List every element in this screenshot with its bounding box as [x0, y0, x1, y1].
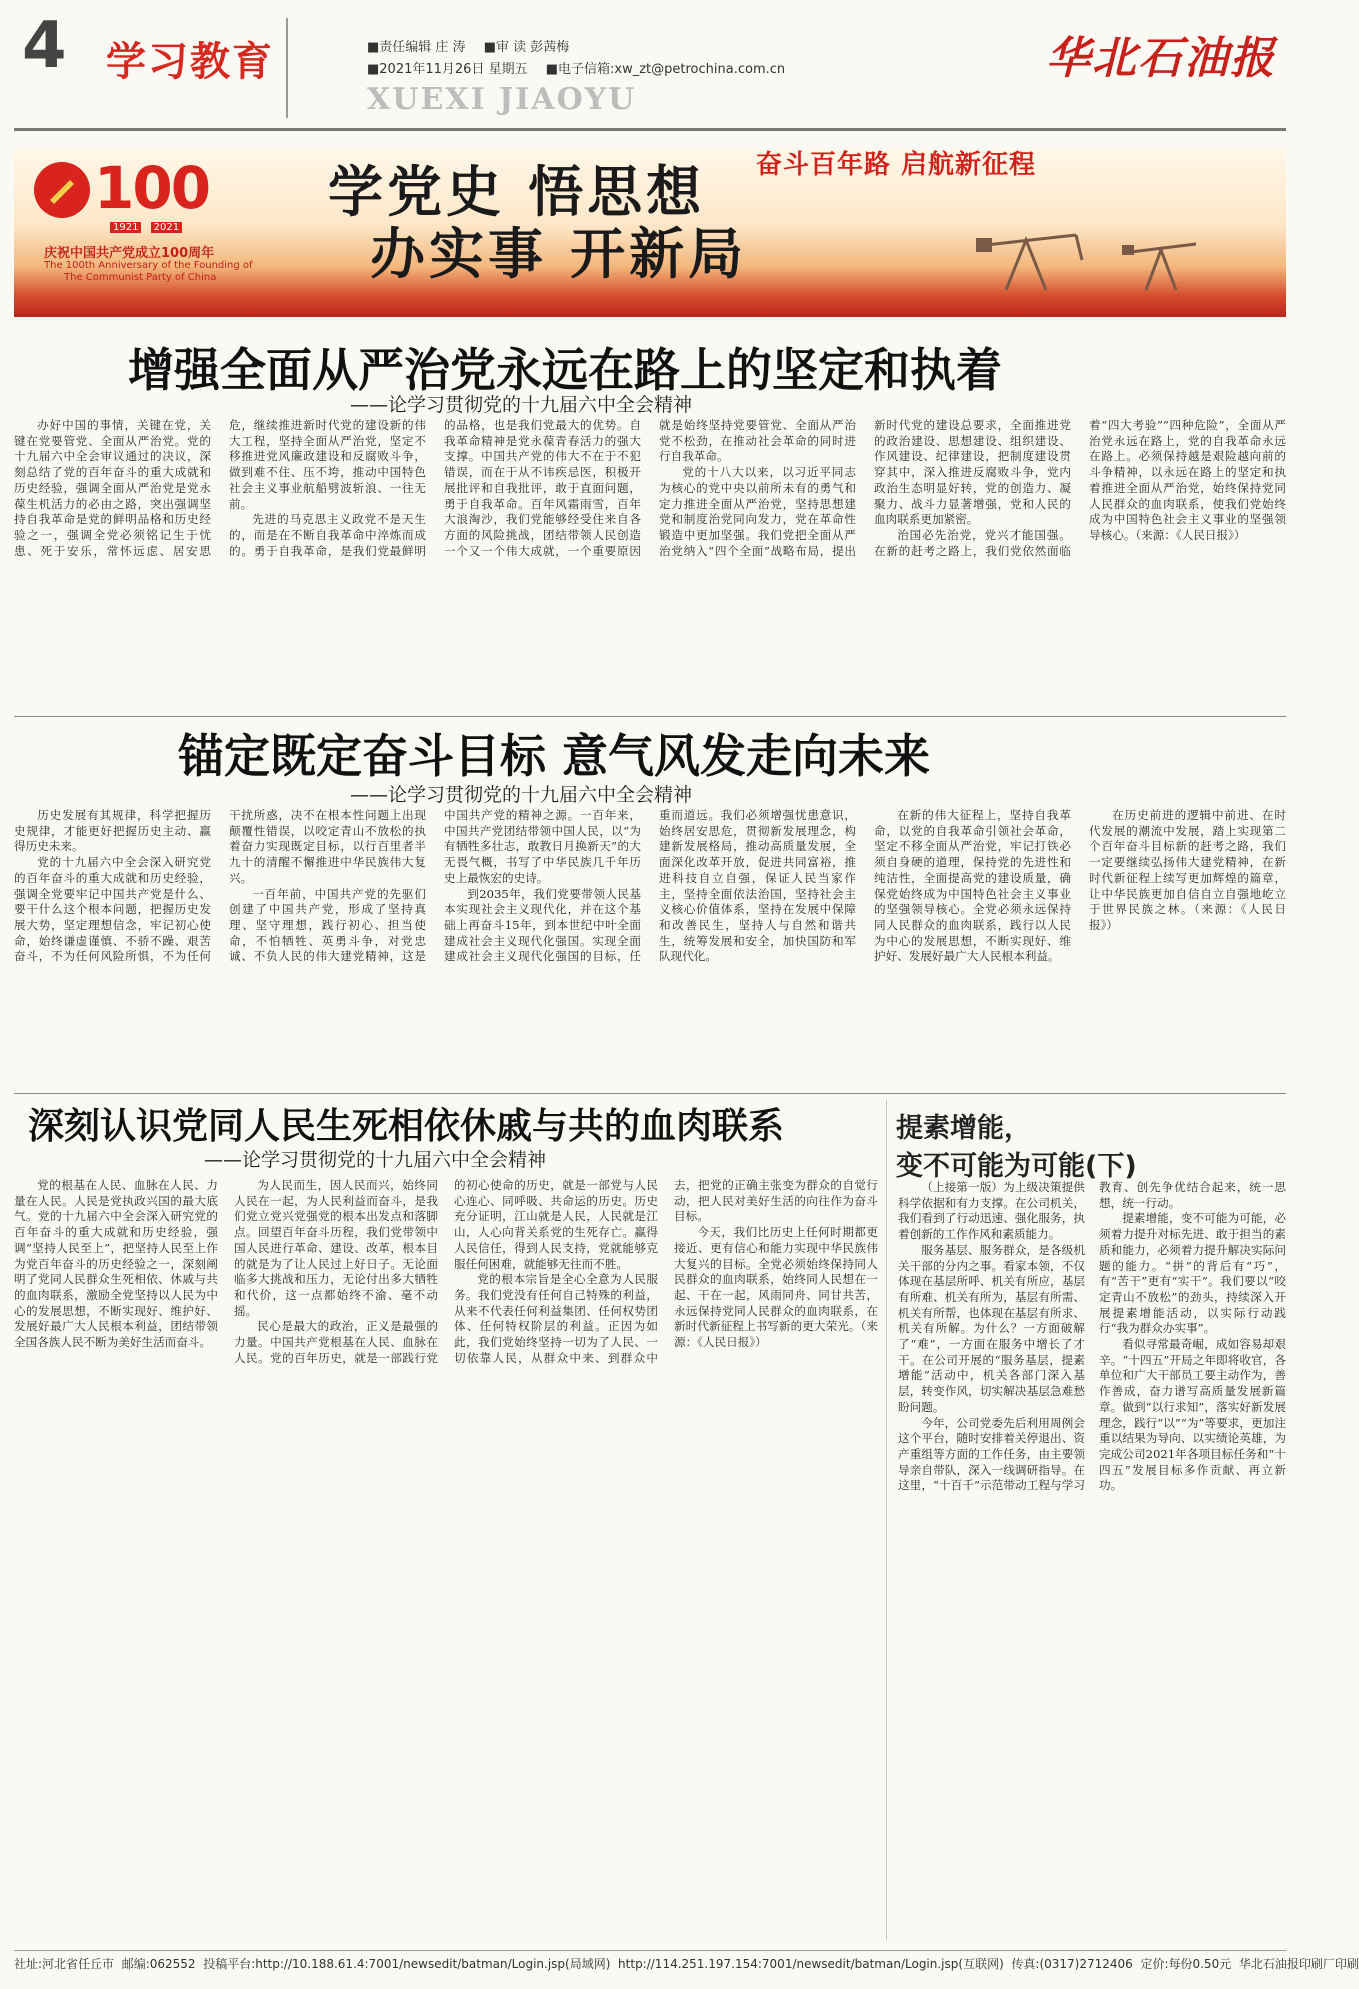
section-divider	[14, 1093, 1286, 1094]
article-paragraph: 提素增能，变不可能为可能，必须着力提升对标先进、敢于担当的素质和能力，必须着力提升解决实际问题的能力。“拼”的背后有“巧”，有“苦干”更有“实干”。我们要以“咬定青山不放松”的劲头，持续深入开展提素增能活动，以实际行动践行“我为群众办实事”。	[1099, 1211, 1286, 1336]
article-body	[14, 418, 1286, 714]
section-pinyin: XUEXI JIAOYU	[367, 82, 637, 117]
banner-hundred: 100	[94, 154, 210, 222]
article-paragraph: 到2035年，我们党要带领人民基本实现社会主义现代化，并在这个基础上再奋斗15年，到本世纪中叶全面建成社会主义现代化强国。实现全面建成社会主义现代化强国的目标，任重而道远。我们必须增强忧患意识，始终居安思危，贯彻新发展理念，构建新发展格局，推动高质量发展，全面深化改革开放，促进共同富裕，推进科技自立自强，保证人民当家作主，坚持全面依法治国，坚持社会主义核心价值体系，坚持在发展中保障和改善民生，坚持人与自然和谐共生，统筹发展和安全，加快国防和军队现代化。	[444, 808, 856, 964]
banner-years	[110, 222, 188, 233]
article-subtitle: ——论学习贯彻党的十九届六中全会精神	[350, 394, 693, 416]
article-paragraph: 治国必先治党，党兴才能国强。在新的赶考之路上，我们党依然面临着“四大考验”“四种危险”，全面从严治党永远在路上，党的自我革命永远在路上。必须保持越是艰险越向前的斗争精神，以永远在路上的坚定和执着推进全面从严治党，始终保持党同人民群众的血肉联系，使我们党始终成为中国特色社会主义事业的坚强领导核心。（来源：《人民日报》）	[874, 418, 1286, 558]
banner-anniversary-en: The Communist Party of China	[64, 272, 217, 283]
banner-year-end: 2021	[151, 222, 182, 233]
banner-headline-line2: 办实事 开新局	[370, 222, 748, 286]
article-paragraph: 为人民而生，因人民而兴，始终同人民在一起，为人民利益而奋斗，是我们党立党兴党强党的根本出发点和落脚点。回望百年奋斗历程，我们党带领中国人民进行革命、建设、改革，根本目的就是为了让人民过上好日子。无论面临多大挑战和压力，无论付出多大牺牲和代价，这一点都始终不渝、毫不动摇。	[234, 1178, 438, 1318]
article-paragraph: 一百年前，中国共产党的先驱们创建了中国共产党，形成了坚持真理、坚守理想，践行初心、担当使命，不怕牺牲、英勇斗争，对党忠诚、不负人民的伟大建党精神，这是中国共产党的精神之源。一百年来，中国共产党团结带领中国人民，以“为有牺牲多壮志，敢教日月换新天”的大无畏气概，书写了中华民族几千年历史上最恢宏的史诗。	[229, 808, 641, 964]
article-paragraph: 党的十八大以来，以习近平同志为核心的党中央以前所未有的勇气和定力推进全面从严治党，坚持思想建党和制度治党同向发力，党在革命性锻造中更加坚强。我们党把全面从严治党纳入“四个全面”战略布局，提出新时代党的建设总要求，全面推进党的政治建设、思想建设、组织建设、作风建设、纪律建设，把制度建设贯穿其中，深入推进反腐败斗争，党内政治生态明显好转，党的创造力、凝聚力、战斗力显著增强，党和人民的血肉联系更加紧密。	[659, 418, 1071, 558]
side-article-body	[898, 1180, 1286, 1938]
article-paragraph: 民心是最大的政治，正义是最强的力量。中国共产党根基在人民、血脉在人民。党的百年历史，就是一部践行党的初心使命的历史，就是一部党与人民心连心、同呼吸、共命运的历史。历史充分证明，江山就是人民，人民就是江山，人心向背关系党的生死存亡。赢得人民信任，得到人民支持，党就能够克服任何困难，就能够无往而不胜。	[234, 1178, 658, 1365]
feature-banner	[14, 150, 1286, 317]
email-label: ■电子信箱:xw_zt@petrochina.com.cn	[545, 62, 786, 77]
article-paragraph: 党的十九届六中全会深入研究党的百年奋斗的重大成就和历史经验，强调全党要牢记中国共产党是什么、要干什么这个根本问题，把握历史发展大势，坚定理想信念，牢记初心使命，始终谦虚谨慎、不骄不躁、艰苦奋斗，不为任何风险所惧，不为任何干扰所惑，决不在根本性问题上出现颠覆性错误，以咬定青山不放松的执着奋力实现既定目标，以行百里者半九十的清醒不懈推进中华民族伟大复兴。	[14, 808, 426, 964]
article-paragraph: 先进的马克思主义政党不是天生的，而是在不断自我革命中淬炼而成的。勇于自我革命，是我们党最鲜明的品格，也是我们党最大的优势。自我革命精神是党永葆青春活力的强大支撑。中国共产党的伟大不在于不犯错误，而在于从不讳疾忌医，积极开展批评和自我批评，敢于直面问题，勇于自我革命。百年风霜雨雪，百年大浪淘沙，我们党能够经受住来自各方面的风险挑战，团结带领人民创造一个又一个伟大成就，一个重要原因就是始终坚持党要管党、全面从严治党不松劲，在推动社会革命的同时进行自我革命。	[229, 418, 856, 558]
article-paragraph: （上接第一版）为上级决策提供科学依据和有力支撑。在公司机关，我们看到了行动迅速、强化服务，执着创新的工作作风和素质能力。	[898, 1180, 1085, 1242]
article-paragraph: 今天，我们比历史上任何时期都更接近、更有信心和能力实现中华民族伟大复兴的目标。全党必须始终保持同人民群众的血肉联系，始终同人民想在一起、干在一起，风雨同舟、同甘共苦，永远保持党同人民群众的血肉联系，在新时代新征程上书写新的更大荣光。（来源：《人民日报》）	[674, 1225, 878, 1350]
article-subtitle: ——论学习贯彻党的十九届六中全会精神	[204, 1149, 547, 1171]
footer-submission-link[interactable]: http://114.251.197.154:7001/newsedit/batman/Login.jsp(互联网)	[618, 1957, 1004, 1971]
article-paragraph: 在历史前进的逻辑中前进、在时代发展的潮流中发展，踏上实现第二个百年奋斗目标新的赶考之路，我们一定要继续弘扬伟大建党精神，在新时代新征程上续写更加辉煌的篇章，让中华民族更加自信自立自强地屹立于世界民族之林。（来源：《人民日报》）	[1089, 808, 1286, 932]
footer-postcode: 邮编:062552	[121, 1957, 196, 1971]
article-paragraph: 服务基层、服务群众，是各级机关干部的分内之事。看家本领，不仅体现在基层所呼、机关有所应，基层有所难、机关有所为，基层有所需、机关有所帮，也体现在基层有所求、机关有所解。为什么？一方面破解了“难”，一方面在服务中增长了才干。在公司开展的“服务基层，提素增能”活动中，机关各部门深入基层，转变作风，切实解决基层急难愁盼问题。	[898, 1242, 1085, 1414]
footer-price: 定价:每份0.50元	[1140, 1957, 1232, 1971]
oil-pump-icon	[886, 190, 1246, 300]
section-title: 学习教育	[106, 39, 274, 85]
side-article-headline: 提素增能，	[896, 1113, 1031, 1144]
banner-slogan: 奋斗百年路 启航新征程	[756, 150, 1037, 180]
article-subtitle: ——论学习贯彻党的十九届六中全会精神	[350, 784, 693, 806]
party-emblem-icon	[32, 160, 92, 220]
masthead-rule	[14, 128, 1286, 131]
column-divider	[886, 1100, 887, 1940]
footer-submission-link[interactable]: 投稿平台:http://10.188.61.4:7001/newsedit/batman/Login.jsp(局域网)	[203, 1957, 611, 1971]
masthead-meta-row	[367, 58, 799, 77]
article-body	[14, 808, 1286, 1088]
newspaper-logo: 华北石油报	[1046, 33, 1276, 84]
article-body	[14, 1178, 878, 1938]
date-label: ■2021年11月26日 星期五	[367, 62, 528, 77]
masthead-meta-row	[367, 36, 583, 55]
article-headline: 锚定既定奋斗目标 意气风发走向未来	[178, 729, 931, 783]
article-paragraph: 办好中国的事情，关键在党，关键在党要管党、全面从严治党。党的十九届六中全会审议通过的决议，深刻总结了党的百年奋斗的重大成就和历史经验，强调全面从严治党是党永葆生机活力的必由之路，突出强调坚持自我革命是党的鲜明品格和历史经验之一，强调全党必须铭记生于忧患、死于安乐，常怀远虑、居安思危，继续推进新时代党的建设新的伟大工程，坚持全面从严治党，坚定不移推进党风廉政建设和反腐败斗争，做到难不住、压不垮，推动中国特色社会主义事业航船劈波斩浪、一往无前。	[14, 418, 426, 558]
article-paragraph: 看似寻常最奇崛，成如容易却艰辛。“十四五”开局之年即将收官，各单位和广大干部员工要主动作为，善作善成，奋力谱写高质量发展新篇章。做到“以行求知”，落实好新发展理念，践行“以”“为”等要求，更加注重以结果为导向、以实绩论英雄，为完成公司2021年各项目标任务和“十四五”发展目标多作贡献、再立新功。	[1099, 1337, 1286, 1493]
masthead-divider	[286, 18, 288, 118]
side-article-headline: 变不可能为可能(下)	[896, 1151, 1137, 1182]
banner-anniversary-en: The 100th Anniversary of the Founding of	[44, 260, 253, 271]
page-footer	[14, 1950, 1359, 1983]
article-paragraph: 今年，公司党委先后利用周例会这个平台，随时安排着关停退出、资产重组等方面的工作任务，由主要领导亲自带队，深入一线调研指导。在这里，“十百千”示范带动工程与学习教育、创先争优结合起来，统一思想，统一行动。	[898, 1180, 1286, 1493]
footer-fax: 传真:(0317)2712406	[1011, 1957, 1133, 1971]
article-paragraph: 党的根基在人民、血脉在人民、力量在人民。人民是党执政兴国的最大底气。党的十九届六中全会深入研究党的百年奋斗的重大成就和历史经验，强调“坚持人民至上”，把坚持人民至上作为党百年奋斗的历史经验之一，深刻阐明了党同人民群众生死相依、休戚与共的血肉联系，激励全党坚持以人民为中心的发展思想，不断实现好、维护好、发展好最广大人民根本利益，团结带领全国各族人民不断为美好生活而奋斗。	[14, 1178, 218, 1350]
editor-label: ■责任编辑 庄 涛	[367, 40, 466, 55]
article-headline: 深刻认识党同人民生死相依休戚与共的血肉联系	[28, 1106, 785, 1147]
section-divider	[14, 716, 1286, 717]
article-paragraph: 历史发展有其规律，科学把握历史规律，才能更好把握历史主动、赢得历史未来。	[14, 808, 211, 854]
article-paragraph: 党的根本宗旨是全心全意为人民服务。我们党没有任何自己特殊的利益，从来不代表任何利益集团、任何权势团体、任何特权阶层的利益。正因为如此，我们党始终坚持一切为了人民、一切依靠人民，从群众中来、到群众中去，把党的正确主张变为群众的自觉行动，把人民对美好生活的向往作为奋斗目标。	[454, 1178, 878, 1365]
footer-printer: 华北石油报印刷厂印刷	[1238, 1957, 1359, 1971]
banner-anniversary-cn: 庆祝中国共产党成立100周年	[44, 246, 215, 261]
article-paragraph: 在新的伟大征程上，坚持自我革命，以党的自我革命引领社会革命，坚定不移全面从严治党，牢记打铁必须自身硬的道理，保持党的先进性和纯洁性，全面提高党的建设质量，确保党始终成为中国特色社会主义事业的坚强领导核心。全党必须永远保持同人民群众的血肉联系，践行以人民为中心的发展思想，不断实现好、维护好、发展好最广大人民根本利益。	[874, 808, 1071, 964]
article-headline: 增强全面从严治党永远在路上的坚定和执着	[128, 343, 1002, 397]
page-number: 4	[22, 9, 67, 83]
reviewer-label: ■审 读 彭茜梅	[483, 40, 570, 55]
footer-address: 社址:河北省任丘市	[14, 1957, 115, 1971]
banner-year-start: 1921	[110, 222, 141, 233]
banner-headline-line1: 学党史 悟思想	[328, 160, 706, 224]
